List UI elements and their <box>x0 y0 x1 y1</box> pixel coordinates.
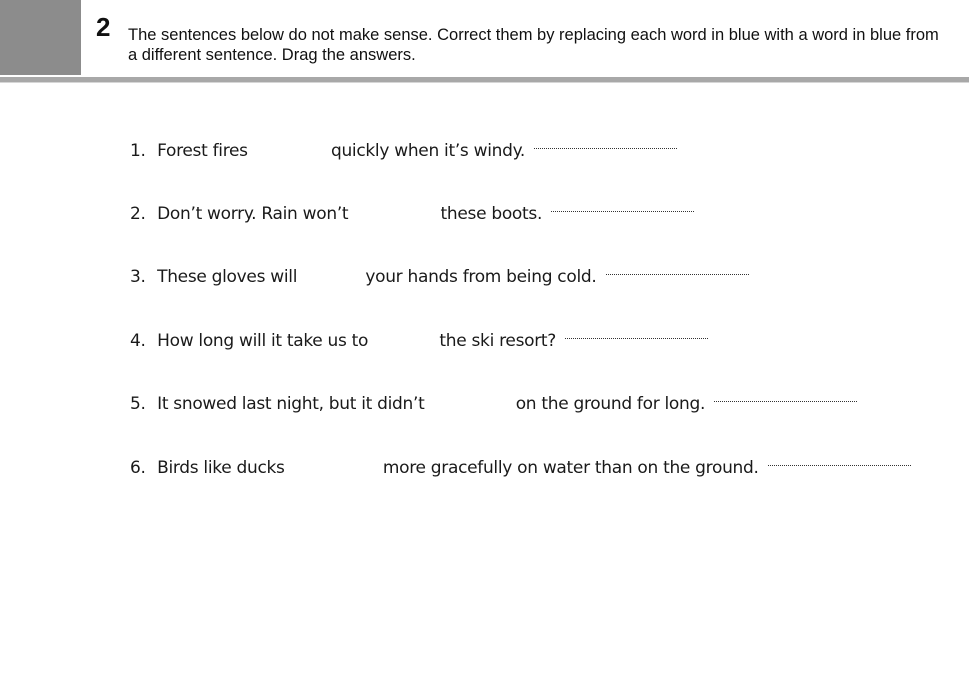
sentence-text-before: Don’t worry. Rain won’t <box>157 204 349 224</box>
header-divider <box>0 77 969 82</box>
sentence-number: 3. <box>130 267 146 287</box>
correction-answer-line-1[interactable] <box>534 138 677 149</box>
sentence-item-3 <box>130 264 749 290</box>
answer-drop-gap-3[interactable] <box>302 264 360 286</box>
sentence-item-1 <box>130 138 677 164</box>
sentence-text-after: on the ground for long. <box>515 394 706 414</box>
sentence-text-before: Forest fires <box>157 141 248 161</box>
sentence-text-after: your hands from being cold. <box>365 267 597 287</box>
exercise-number: 2 <box>96 12 111 42</box>
sentence-text-after: these boots. <box>440 204 543 224</box>
sentence-text-before: It snowed last night, but it didn’t <box>157 394 425 414</box>
sentence-text-before: These gloves will <box>157 267 298 287</box>
correction-answer-line-3[interactable] <box>606 264 749 275</box>
exercise-header <box>0 0 969 78</box>
sentence-number: 6. <box>130 458 146 478</box>
sentence-text-before: How long will it take us to <box>157 331 369 351</box>
sentence-item-4 <box>130 328 708 354</box>
sentence-text-after: more gracefully on water than on the ground. <box>382 458 759 478</box>
answer-drop-gap-1[interactable] <box>253 138 326 160</box>
answer-drop-gap-2[interactable] <box>353 201 435 223</box>
sentence-item-6 <box>130 455 911 481</box>
answer-drop-gap-5[interactable] <box>430 391 511 413</box>
correction-answer-line-5[interactable] <box>714 391 857 402</box>
answer-drop-gap-4[interactable] <box>373 328 434 350</box>
sentence-item-2 <box>130 201 694 227</box>
correction-answer-line-6[interactable] <box>768 455 911 466</box>
sentence-number: 5. <box>130 394 146 414</box>
sentence-text-after: the ski resort? <box>439 331 557 351</box>
header-color-block <box>0 0 81 75</box>
correction-answer-line-2[interactable] <box>551 201 694 212</box>
answer-drop-gap-6[interactable] <box>290 455 378 477</box>
sentence-text-before: Birds like ducks <box>157 458 285 478</box>
sentence-number: 4. <box>130 331 146 351</box>
sentence-number: 2. <box>130 204 146 224</box>
exercise-instruction: The sentences below do not make sense. Correct them by replacing each word in blue with a word in blue from a different sentence. Drag the answers. <box>128 26 939 64</box>
sentence-text-after: quickly when it’s windy. <box>330 141 526 161</box>
sentence-item-5 <box>130 391 857 417</box>
sentence-number: 1. <box>130 141 146 161</box>
correction-answer-line-4[interactable] <box>565 328 708 339</box>
